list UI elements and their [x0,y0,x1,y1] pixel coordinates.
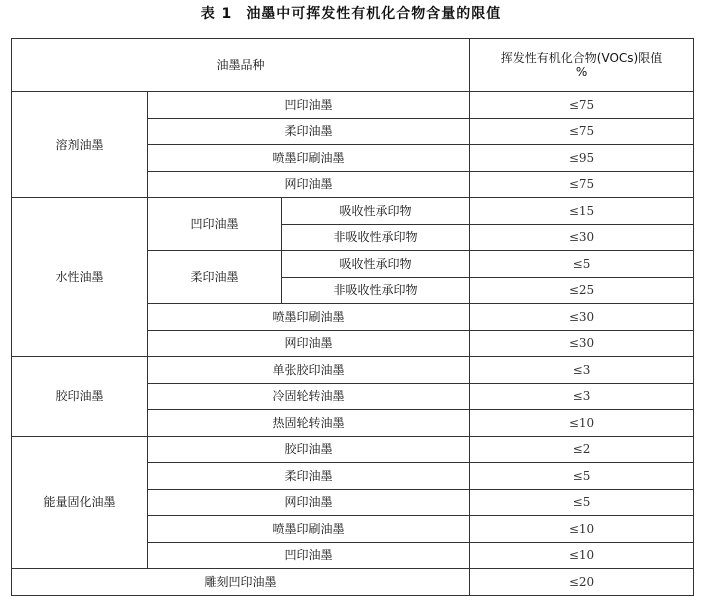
ink-type: 单张胶印油墨 [148,357,470,384]
substrate-type: 吸收性承印物 [282,198,470,225]
table-number: 表 1 [200,6,233,22]
ink-type: 喷墨印刷油墨 [148,145,470,172]
category-energy-curing: 能量固化油墨 [12,436,148,569]
limit-value: ≤5 [470,251,694,278]
limit-value: ≤30 [470,224,694,251]
limit-value: ≤5 [470,463,694,490]
header-limit-unit: % [575,65,588,79]
table-caption: 油墨中可挥发性有机化合物含量的限值 [246,6,502,22]
table-row [12,92,694,119]
subcategory-flexo: 柔印油墨 [148,251,282,304]
table-row [12,357,694,384]
substrate-type: 非吸收性承印物 [282,277,470,304]
ink-type: 喷墨印刷油墨 [148,304,470,331]
table-row [12,436,694,463]
header-limit-label: 挥发性有机化合物(VOCs)限值 [500,51,663,65]
limit-value: ≤30 [470,304,694,331]
ink-type: 凹印油墨 [148,542,470,569]
substrate-type: 非吸收性承印物 [282,224,470,251]
ink-type: 喷墨印刷油墨 [148,516,470,543]
subcategory-gravure: 凹印油墨 [148,198,282,251]
limit-value: ≤30 [470,330,694,357]
ink-type: 冷固轮转油墨 [148,383,470,410]
table-title [0,4,702,24]
voc-limits-table [11,38,694,596]
ink-type: 网印油墨 [148,171,470,198]
ink-type: 凹印油墨 [148,92,470,119]
category-water: 水性油墨 [12,198,148,357]
limit-value: ≤3 [470,357,694,384]
ink-type: 柔印油墨 [148,118,470,145]
limit-value: ≤3 [470,383,694,410]
category-offset: 胶印油墨 [12,357,148,437]
ink-type: 柔印油墨 [148,463,470,490]
table-row [12,198,694,225]
header-limit [470,39,694,92]
table-row [12,569,694,596]
ink-type: 热固轮转油墨 [148,410,470,437]
limit-value: ≤10 [470,542,694,569]
limit-value: ≤25 [470,277,694,304]
limit-value: ≤10 [470,516,694,543]
ink-type: 网印油墨 [148,489,470,516]
header-variety: 油墨品种 [12,39,470,92]
ink-type: 网印油墨 [148,330,470,357]
substrate-type: 吸收性承印物 [282,251,470,278]
header-row [12,39,694,92]
limit-value: ≤5 [470,489,694,516]
category-engraved-gravure: 雕刻凹印油墨 [12,569,470,596]
category-solvent: 溶剂油墨 [12,92,148,198]
limit-value: ≤20 [470,569,694,596]
limit-value: ≤10 [470,410,694,437]
ink-type: 胶印油墨 [148,436,470,463]
limit-value: ≤2 [470,436,694,463]
limit-value: ≤15 [470,198,694,225]
limit-value: ≤95 [470,145,694,172]
limit-value: ≤75 [470,171,694,198]
limit-value: ≤75 [470,118,694,145]
limit-value: ≤75 [470,92,694,119]
